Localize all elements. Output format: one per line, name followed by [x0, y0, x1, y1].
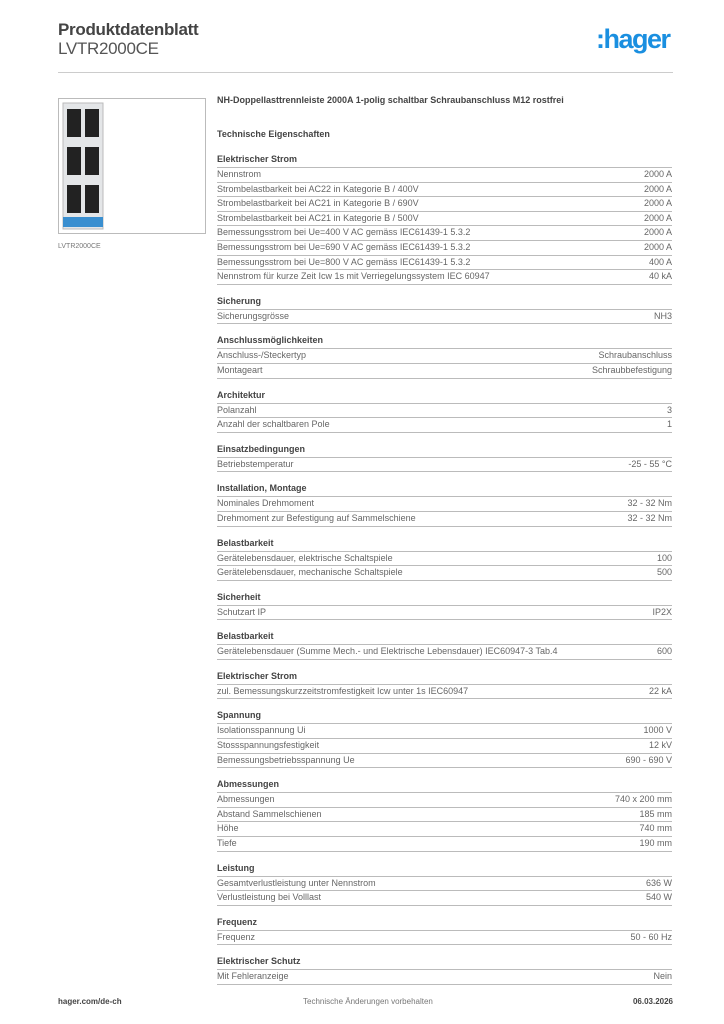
- section-heading: Einsatzbedingungen: [217, 443, 672, 458]
- spec-row: [217, 458, 672, 473]
- spec-row: [217, 891, 672, 906]
- spec-row: [217, 226, 672, 241]
- spec-label: zul. Bemessungskurzzeitstromfestigkeit Icw unter 1s IEC60947: [217, 685, 469, 696]
- spec-row: [217, 364, 672, 379]
- spec-value: 32 - 32 Nm: [627, 498, 672, 509]
- spec-label: Gerätelebensdauer, elektrische Schaltspiele: [217, 552, 393, 563]
- spec-value: 32 - 32 Nm: [627, 512, 672, 523]
- spec-value: 185 mm: [639, 808, 672, 819]
- spec-value: 2000 A: [643, 227, 672, 238]
- spec-row: [217, 241, 672, 256]
- spec-label: Strombelastbarkeit bei AC21 in Kategorie B / 500V: [217, 212, 419, 223]
- spec-label: Drehmoment zur Befestigung auf Sammelschiene: [217, 512, 416, 523]
- section-heading: Spannung: [217, 709, 672, 724]
- section-heading: Architektur: [217, 389, 672, 404]
- spec-row: [217, 645, 672, 660]
- spec-label: Betriebstemperatur: [217, 458, 294, 469]
- spec-label: Strombelastbarkeit bei AC22 in Kategorie B / 400V: [217, 183, 419, 194]
- section-heading: Belastbarkeit: [217, 630, 672, 645]
- spec-value: 600: [656, 646, 672, 657]
- tech-heading: Technische Eigenschaften: [217, 129, 330, 139]
- spec-value: 500: [656, 567, 672, 578]
- spec-label: Bemessungsbetriebsspannung Ue: [217, 754, 355, 765]
- spec-row: [217, 685, 672, 700]
- product-name: NH-Doppellasttrennleiste 2000A 1-polig schaltbar Schraubanschluss M12 rostfrei: [217, 95, 564, 105]
- image-caption: LVTR2000CE: [58, 243, 101, 250]
- section-heading: Sicherheit: [217, 591, 672, 606]
- spec-label: Höhe: [217, 823, 239, 834]
- spec-value: 40 kA: [648, 271, 672, 282]
- spec-value: 1000 V: [643, 725, 672, 736]
- spec-label: Isolationsspannung Ui: [217, 725, 306, 736]
- spec-sections: [217, 153, 672, 985]
- spec-section: [217, 955, 672, 985]
- section-heading: Anschlussmöglichkeiten: [217, 334, 672, 349]
- spec-label: Sicherungsgrösse: [217, 310, 290, 321]
- spec-section: [217, 334, 672, 378]
- spec-row: [217, 349, 672, 364]
- spec-row: [217, 754, 672, 769]
- spec-label: Bemessungsstrom bei Ue=690 V AC gemäss IEC61439-1 5.3.2: [217, 241, 471, 252]
- spec-label: Nennstrom: [217, 169, 262, 179]
- spec-row: [217, 606, 672, 621]
- spec-label: Anschluss-/Steckertyp: [217, 350, 307, 361]
- spec-label: Abstand Sammelschienen: [217, 808, 322, 819]
- header-divider: [58, 72, 673, 73]
- spec-section: [217, 670, 672, 700]
- product-code: LVTR2000CE: [58, 39, 159, 58]
- spec-value: 2000 A: [643, 183, 672, 194]
- spec-label: Mit Fehleranzeige: [217, 971, 289, 982]
- spec-row: [217, 270, 672, 285]
- spec-value: 740 x 200 mm: [614, 794, 672, 805]
- section-heading: Elektrischer Strom: [217, 153, 672, 168]
- spec-row: [217, 837, 672, 852]
- spec-section: [217, 482, 672, 526]
- section-heading: Belastbarkeit: [217, 537, 672, 552]
- spec-row: [217, 310, 672, 325]
- spec-row: [217, 877, 672, 892]
- spec-value: 2000 A: [643, 241, 672, 252]
- spec-value: 690 - 690 V: [625, 754, 672, 765]
- document-title: Produktdatenblatt: [58, 20, 199, 39]
- spec-value: 740 mm: [639, 823, 672, 834]
- spec-label: Frequenz: [217, 931, 256, 942]
- spec-row: [217, 168, 672, 183]
- spec-row: [217, 822, 672, 837]
- spec-row: [217, 512, 672, 527]
- spec-label: Nominales Drehmoment: [217, 498, 315, 509]
- section-heading: Installation, Montage: [217, 482, 672, 497]
- spec-section: [217, 778, 672, 851]
- spec-value: 1: [666, 419, 672, 430]
- footer-website[interactable]: hager.com/de-ch: [58, 997, 122, 1006]
- spec-label: Bemessungsstrom bei Ue=400 V AC gemäss IEC61439-1 5.3.2: [217, 227, 471, 238]
- spec-content: [217, 95, 672, 995]
- spec-row: [217, 552, 672, 567]
- spec-value: Schraubbefestigung: [591, 364, 672, 375]
- spec-label: Abmessungen: [217, 794, 275, 805]
- spec-section: [217, 443, 672, 473]
- spec-value: 190 mm: [639, 838, 672, 849]
- spec-row: [217, 197, 672, 212]
- spec-value: 400 A: [648, 256, 672, 267]
- spec-value: 2000 A: [643, 169, 672, 179]
- spec-label: Stossspannungsfestigkeit: [217, 740, 320, 751]
- spec-label: Polanzahl: [217, 404, 257, 415]
- spec-value: Schraubanschluss: [598, 350, 672, 361]
- spec-label: Gerätelebensdauer, mechanische Schaltspiele: [217, 567, 403, 578]
- spec-value: IP2X: [652, 606, 672, 617]
- spec-row: [217, 256, 672, 271]
- spec-row: [217, 418, 672, 433]
- spec-label: Strombelastbarkeit bei AC21 in Kategorie B / 690V: [217, 198, 419, 209]
- section-heading: Abmessungen: [217, 778, 672, 793]
- spec-value: 100: [656, 552, 672, 563]
- spec-value: NH3: [653, 310, 672, 321]
- spec-label: Verlustleistung bei Volllast: [217, 892, 322, 903]
- spec-label: Schutzart IP: [217, 606, 267, 617]
- section-heading: Elektrischer Strom: [217, 670, 672, 685]
- spec-value: 3: [666, 404, 672, 415]
- spec-value: 540 W: [645, 892, 672, 903]
- spec-label: Anzahl der schaltbaren Pole: [217, 419, 330, 430]
- spec-row: [217, 183, 672, 198]
- hager-logo: :hager: [596, 24, 670, 54]
- spec-row: [217, 404, 672, 419]
- spec-value: 2000 A: [643, 212, 672, 223]
- spec-label: Montageart: [217, 364, 263, 375]
- footer-notice: Technische Änderungen vorbehalten: [303, 997, 433, 1006]
- section-heading: Sicherung: [217, 295, 672, 310]
- spec-section: [217, 916, 672, 946]
- spec-row: [217, 566, 672, 581]
- spec-section: [217, 153, 672, 285]
- spec-value: 12 kV: [648, 740, 672, 751]
- spec-section: [217, 591, 672, 621]
- spec-section: [217, 389, 672, 433]
- section-heading: Frequenz: [217, 916, 672, 931]
- spec-value: 2000 A: [643, 198, 672, 209]
- spec-section: [217, 862, 672, 906]
- spec-section: [217, 630, 672, 660]
- spec-label: Nennstrom für kurze Zeit Icw 1s mit Verriegelungssystem IEC 60947: [217, 271, 490, 282]
- spec-row: [217, 970, 672, 985]
- spec-row: [217, 739, 672, 754]
- spec-row: [217, 212, 672, 227]
- spec-row: [217, 497, 672, 512]
- section-heading: Leistung: [217, 862, 672, 877]
- spec-row: [217, 931, 672, 946]
- spec-value: -25 - 55 °C: [628, 458, 672, 469]
- spec-row: [217, 808, 672, 823]
- spec-row: [217, 724, 672, 739]
- spec-label: Bemessungsstrom bei Ue=800 V AC gemäss IEC61439-1 5.3.2: [217, 256, 471, 267]
- section-heading: Elektrischer Schutz: [217, 955, 672, 970]
- spec-label: Gerätelebensdauer (Summe Mech.- und Elektrische Lebensdauer) IEC60947-3 Tab.4: [217, 646, 558, 657]
- spec-section: [217, 295, 672, 325]
- spec-value: 22 kA: [648, 685, 672, 696]
- spec-value: 50 - 60 Hz: [630, 931, 672, 942]
- product-image: [58, 98, 206, 234]
- spec-value: 636 W: [645, 877, 672, 888]
- spec-label: Tiefe: [217, 838, 237, 849]
- spec-row: [217, 793, 672, 808]
- spec-label: Gesamtverlustleistung unter Nennstrom: [217, 877, 376, 888]
- spec-section: [217, 537, 672, 581]
- spec-section: [217, 709, 672, 768]
- spec-value: Nein: [653, 971, 672, 982]
- footer-date: 06.03.2026: [632, 997, 673, 1006]
